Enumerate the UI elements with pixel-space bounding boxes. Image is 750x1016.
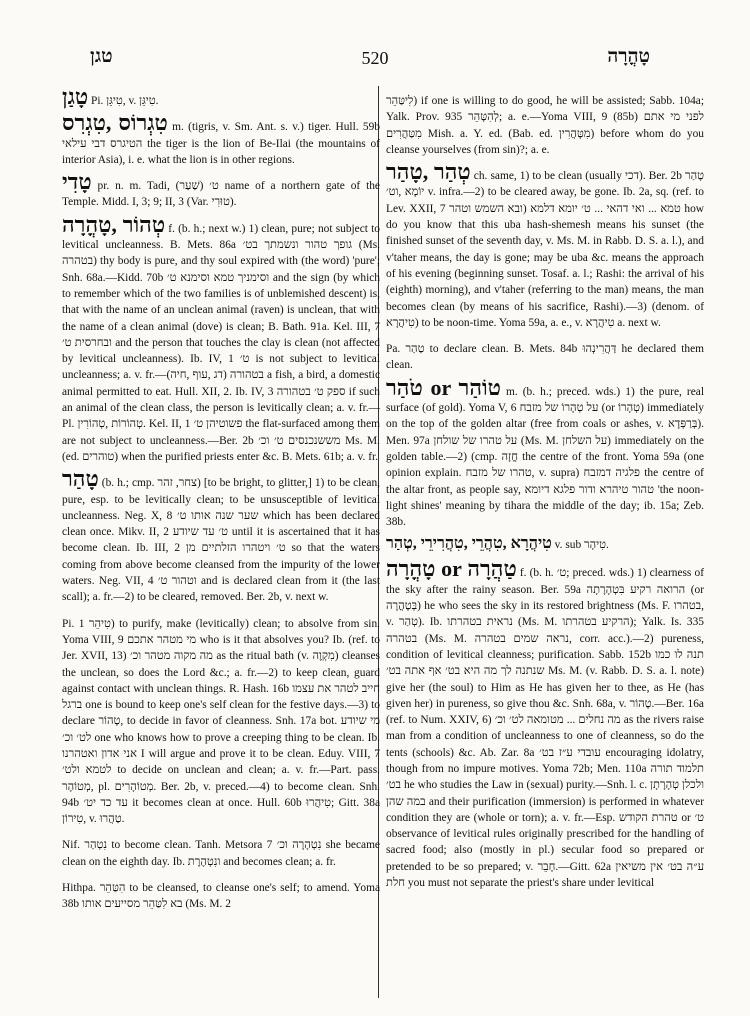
right-column xyxy=(386,86,704,894)
entry-taher xyxy=(62,468,380,605)
entry-tahorah xyxy=(62,211,381,465)
entry-headword: טָדִי xyxy=(62,169,92,195)
entry-tigris xyxy=(62,112,380,168)
entry-headword: טִגְרוֹס ,טִגְרִס xyxy=(62,110,168,136)
entry-body: v. sub טִיהָר. xyxy=(551,539,609,552)
entry-body: Pi. טִיגֵּן, v. טִיגֵּן. xyxy=(88,95,159,107)
entry-headword: טְהוֹר ,טָהֳרָה xyxy=(62,211,166,237)
entry-body: Pa. טַהַר to declare clean. B. Mets. 84b דַּהֲרִינְהוּ he declared them clean. xyxy=(386,343,704,372)
entry-body: Pi. טִיהֵר 1) to purify, make (levitically) clean; to absolve from sin. Yoma VIII, 9 מי מטהר אתכם who is it that absolves you? Ib. (ref. to Jer. XVII, 13) מה מקוה מטהר וכ׳ as the ritual bath (v. מִקְוֶה) cleanses the unclean, so does the Lord &c.; a. fr.—2) to keep clean, guard against contact with unclean things. R. Hash. 16b חייב לטהר את עצמו ברגל one is bound to keep one's self clean for the festive days.—3) to declare טָהוֹר, to decide in favor of cleanness. Snh. 17a bot. מי שיודע לט׳ וכ׳ one who knows how to prove a creeping thing to be clean. Ib. אני אדון ואטהרנו I will argue and prove it to be clean. Eduy. VIII, 7 לטמא ולט׳ to decide on unclean and clean; a. v. fr.—Part. pass. מְטוֹהָר, pl. מְטוֹהָרִים. Ber. 2b, v. preced.—4) to become clean. Snh. 94b עד כד יט׳ it becomes clean at once. Hull. 60b טִיהֲרוּ; Gitt. 38a טִירוֹן, v. טַהֲרוּ. xyxy=(62,617,381,826)
entry-continuation xyxy=(386,86,704,158)
entry-body: Hithpa. הִטַּהֵר to be cleansed, to cleanse one's self; to amend. Yoma 38b בא לִטַּהֵר מסייעים אותו (Ms. M. 2 xyxy=(62,882,380,911)
entry-headword: טָהֳרָה or טַהֲרָה xyxy=(386,556,517,582)
left-running-headword: טגן xyxy=(90,46,113,67)
entry-headword: טִיהֲרָא ,טִהֲרֵי ,טִהֲרִירֵי ,טְהַר xyxy=(386,535,552,553)
entry-body: m. (b. h.; preced. wds.) 1) the pure, real surface (of gold). Yoma V, 6 על טְהָרוֹ של מזבח (or טְהָרוֹ) immediately on the top of the golden altar (free from coals or ashes, v. בְּרַפְּדָא). Men. 97a על טהרו של שולחן (Ms. M. על השלחן) immediately on the golden table.—2) (cmp. חֱזָה the centre of the front. Yoma 59a (one opinion explain. טהרו של מזבח, v. supra) פלגיה דמזבח the centre of the altar front, as people say, טהור טיהרא ודור פלגא דיומא 'the noon-light shines' meaning by tihara the middle of the day; ib. 15a; Zeb. 38b. xyxy=(386,385,705,529)
entry-body: m. (tigris, v. Sm. Ant. s. v.) tiger. Hull. 59b הטיגרס דבי עילאי the tiger is the lion of Be-Ilai (the mountains of interior Asia), i. e. what the lion is in other regions. xyxy=(62,121,381,166)
entry-taher-hithpa xyxy=(62,873,380,913)
entry-body: f. (b. h.; next w.) 1) clean, pure; not subject to levitical uncleanness. B. Mets. 86a גופך טהור ונשמתך בט׳ (Ms. בטהרה) thy body is pure, and thy soul expired with (the word) 'pure'; Snh. 68a.—Kidd. 70b וסימניך טמא וסימנא ט׳ and the sign (by which to remember which of the two families is of unblemished descent) is, that with the name of an unclean animal (raven) is unclean, that with the name of a clean animal (dove) is clean; B. Bath. 91a. Kel. III, 7 ובחרסית ט׳ and the person that touches the clay is clean (not affected by levitical uncleanness). Ib. IV, 1 ט׳ is not subject to levitical uncleanness; a. v. fr.—(דג ,עוף ,חיה) בטהורה a fish, a bird, a domestic animal permitted to eat. Hull. XII, 2. Ib. IV, 3 ספק ט׳ בטהורה if such an animal of the clean class, the person is levitically clean; a. v. fr.—Pl. טְהוֹרוֹת ,טְהוֹרִין. Kel. II, 1 פשוטיהן ט׳ the flat-surfaced among them are not subject to uncleanness.—Ber. 2b מששנכנסים ט׳ וכ׳ Ms. M. (ed. טוהרים) when the purified priests enter &c. B. Mets. 61b; a. v. fr. xyxy=(62,222,381,463)
entry-body: לִיטַּהֵר) if one is willing to do good, he will be assisted; Sabb. 104a; Yalk. Prov. 935 לְהִטָּהֵר; a. e.—Yoma VIII, 9 (85b) לפני מי אתם מִטַּהֲרִים Mish. a. Y. ed. (Bab. ed. מִטָּהֲרִין) before whom do you cleanse yourselves (from sin)?; a. e. xyxy=(386,95,704,156)
entry-body: pr. n. m. Tadi, (שַׁעַר) ט׳ name of a northern gate of the Temple. Midd. I, 3; 9; II, 3 (Var. טוּרִי). xyxy=(62,180,380,209)
entry-headword: טָגַן xyxy=(62,84,89,109)
page-header xyxy=(60,44,690,70)
entry-taher-pi xyxy=(62,609,380,828)
entry-tohar xyxy=(386,374,705,531)
left-column xyxy=(62,86,380,916)
entry-tiharirei xyxy=(386,533,704,555)
entry-tadi xyxy=(62,171,380,211)
entry-taharah xyxy=(386,558,704,891)
entry-body: f. (b. h. ט׳; preced. wds.) 1) clearness of the sky after the rainy season. Ber. 59a הרואה רקיע בִּטְהָרָתָה (or בְּטָהֳרָה) he who sees the sky in its restored brightness (Ms. F. בטהרו, v. טְהַר). Ib. נראית בטהרתו (Ms. M. הרקיע בטהרתו); Yalk. Is. 335 בטהרה (Ms. M. נראה שמים בטהרה, corr. acc.).—2) pureness, condition of levitical cleanness; purification. Sabb. 152b תנה לו כמו שנתנה לך מה היא בט׳ אף אתה בט׳ Ms. M. (v. Rabb. D. S. a. l. note) give her (the soul) to Him as He has given her to thee, as He (has given her) in pureness, so give thou &c. Snh. 68a, v. טָהוֹר.—Ber. 16a (ref. to Num. XXIV, 6) מה נחלים ... מטומאה לט׳ וכ׳ as the rivers raise man from a condition of uncleanness to one of cleanness, so do the tents (schools) &c. Ab. Zar. 8a עובדי ע״ז בט׳ encouraging idolatry, though from no impure motives. Yoma 72b; Men. 110a תלמוד תורה בט׳ he who studies the Law in (sexual) purity.—Snh. l. c. ולכלן טְהָרָתָן במה שהן and their purification (immersion) is performed in whatever condition they are (whole or torn); a. v. fr.—Esp. טהרת הקודש or ט׳ observance of levitical rules originally prescribed for the handling of sacred food; also (mostly in pl.) secular food so prepared or pretended to be so prepared; v. חָבֵר.—Gitt. 62a ע״ה בט׳ אין משיאין חלת you must not separate the priest's share under levitical xyxy=(386,567,705,890)
entry-body: (b. h.; cmp. צחר, זהר) [to be bright, to glitter,] 1) to be clean, pure, esp. to be levitically clean; to be unsusceptible of levitical uncleanness. Neg. X, 8 שער שנה אותו ט׳ which has been declared clean once. Mikv. II, 2 ט׳ עד שיודע until it is ascertained that it has become clean. Ib. III, 2 ט׳ ויטהרו הזלתיים מן so that the waters coming from above become cleansed from the impurity of the lower waters. Neg. VII, 4 וטהור ט׳ and is declared clean from it (the last scall); a. fr.—2) to be cleared, removed. Ber. 2b, v. next w. xyxy=(62,477,381,604)
entry-tagan xyxy=(62,86,380,109)
entry-taher-nif xyxy=(62,830,380,870)
entry-headword: טְהַר ,טָהַר xyxy=(386,159,471,185)
entry-tehar-pa xyxy=(386,334,704,374)
entry-headword: טֹהַר or טוֹהַר xyxy=(386,374,501,400)
page-number: 520 xyxy=(361,48,389,68)
entry-tehar-ch xyxy=(386,161,704,331)
entry-body: Nif. נִטְהַר to become clean. Tanh. Metsora 7 נִטְהָרָה וכ׳ she became clean on the eighth day. Ib. ונִטְהֶרֶת and becomes clean; a. fr. xyxy=(62,839,380,868)
right-running-headword: טָהֳרָה xyxy=(607,46,650,67)
entry-headword: טָהַר xyxy=(62,466,99,492)
entry-body: ch. same, 1) to be clean (usually דכי). Ber. 2b טָהַר יוֹמָא ,וט׳ v. infra.—2) to be cleared away, be gone. Ib. 2a, sq. (ref. to Lev. XXII, 7 ובא השמש וטהר) טמא ... ואי דהאי ... ט׳ יומא דלמא how do you know that this uba hash-shemesh means his sunset (the finished sunset of the seventh day, v. Ms. M. in Rabb. D. S. a. l.), and v'taher means, the day is gone; may be uba &c. means the approach of his evening (beginning sunset. Tosaf. a. l.; Rashi: the arrival of his (eighth) morning), and v'taher (referring to the man) means, the man becomes clean (by means of his sacrifice, Rashi).—3) (denom. of טִיהֲרָא) to be noon-time. Yoma 59a, a. e., v. טִיהֲרָא a. next w. xyxy=(386,170,705,329)
